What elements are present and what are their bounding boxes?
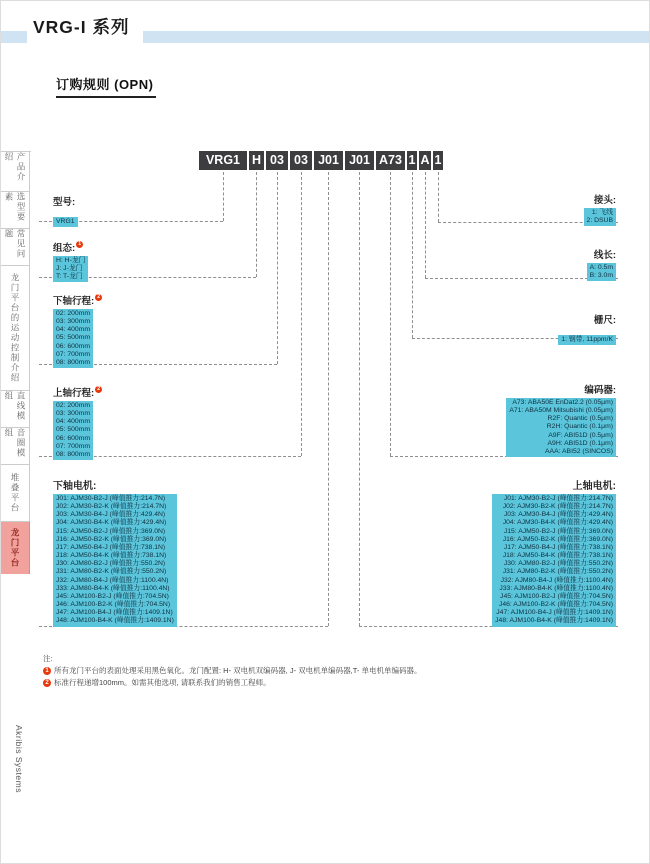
option-item: A9F: ABI51D (0.5μm) — [548, 431, 613, 439]
option-item: 02: 200mm — [56, 310, 91, 317]
option-item: A73: ABA50E EnDat2.2 (0.05μm) — [512, 399, 613, 406]
option-item: J16: AJM50-B2-K (峰值推力:369.0N) — [502, 535, 613, 543]
sidebar-item-faq[interactable]: 常见问题 — [1, 229, 30, 266]
part-number-segment: 03 — [290, 151, 312, 170]
part-number-segment: 1 — [407, 151, 417, 170]
options-box — [53, 494, 177, 627]
option-item: J31: AJM80-B2-K (峰值推力:550.2N) — [56, 568, 167, 576]
footnotes — [43, 653, 422, 689]
option-item: J32: AJM80-B4-J (峰值推力:1100.4N) — [56, 576, 169, 584]
sidebar-item-selection-factors[interactable]: 选型要素 — [1, 192, 30, 229]
part-number-segment: VRG1 — [199, 151, 247, 170]
field-linear-scale — [558, 312, 616, 346]
sidebar-item-linear-module[interactable]: 直线模组 — [1, 391, 30, 428]
option-item: VRG1 — [56, 218, 75, 225]
option-item: 04: 400mm — [56, 418, 91, 426]
connector-vline-5 — [328, 172, 329, 626]
options-box — [558, 335, 616, 345]
note-badge: 2 — [97, 386, 101, 392]
connector-vline-9 — [425, 172, 426, 278]
option-item: J03: AJM30-B4-J (峰值推力:429.4N) — [56, 511, 166, 519]
option-item: A9H: ABI51D (0.1μm) — [547, 439, 613, 447]
option-item: 07: 700mm — [56, 442, 91, 450]
field-configuration — [53, 240, 88, 283]
part-number-segment: A — [419, 151, 431, 170]
field-upper-motor-label: 上轴电机: — [572, 481, 616, 492]
option-item: 06: 600mm — [56, 434, 91, 442]
option-item: A: 0.5m — [589, 264, 613, 271]
option-item: J18: AJM50-B4-K (峰值推力:738.1N) — [56, 552, 167, 560]
connector-vline-6 — [359, 172, 360, 626]
option-item: R2H: Quantic (0.1μm) — [546, 423, 613, 431]
options-box — [587, 263, 616, 281]
option-item: 06: 600mm — [56, 342, 91, 350]
field-upper-axis-motor — [492, 477, 616, 627]
option-item: 07: 700mm — [56, 350, 91, 358]
connector-vline-2 — [256, 172, 257, 277]
brand-vertical-text: Akribis Systems — [14, 725, 24, 793]
option-item: J46: AJM100-B2-K (峰值推力:704.5N) — [56, 601, 171, 609]
option-item: J33: AJM80-B4-K (峰值推力:1100.4N) — [499, 584, 613, 592]
option-item: 02: 200mm — [56, 402, 91, 409]
option-item: 08: 800mm — [56, 358, 91, 366]
option-item: J18: AJM50-B4-K (峰值推力:738.1N) — [502, 552, 613, 560]
option-item: B: 3.0m — [589, 272, 613, 280]
part-number-segment: A73 — [376, 151, 405, 170]
sidebar-item-voice-coil-module[interactable]: 音圈模组 — [1, 428, 30, 465]
option-item: J32: AJM80-B4-J (峰值推力:1100.4N) — [500, 576, 613, 584]
option-item: J48: AJM100-B4-K (峰值推力:1409.1N) — [495, 617, 613, 625]
footnote-1-text: 所有龙门平台的表面处理采用黑色氧化。龙门配置: H- 双电机双编码器, J- 双电机单编码器,T- 单电机单编码器。 — [54, 666, 422, 675]
option-item: J47: AJM100-B4-J (峰值推力:1409.1N) — [56, 609, 173, 617]
option-item: H: H-龙门 — [56, 257, 86, 264]
field-connector-type — [584, 192, 616, 227]
field-configuration-label: 组态: — [53, 243, 76, 254]
note-badge: 2 — [97, 294, 101, 300]
option-item: J02: AJM30-B2-K (峰值推力:214.7N) — [502, 503, 613, 511]
field-upper-stroke-label: 上轴行程: — [53, 388, 95, 399]
option-item: J30: AJM80-B2-J (峰值推力:550.2N) — [503, 560, 613, 568]
part-number-segment: H — [249, 151, 264, 170]
option-item: J31: AJM80-B2-K (峰值推力:550.2N) — [502, 568, 613, 576]
part-number-segment: J01 — [314, 151, 343, 170]
option-item: J48: AJM100-B4-K (峰值推力:1409.1N) — [56, 617, 174, 625]
option-item: J30: AJM80-B2-J (峰值推力:550.2N) — [56, 560, 166, 568]
option-item: J33: AJM80-B4-K (峰值推力:1100.4N) — [56, 584, 170, 592]
options-box — [53, 217, 78, 227]
option-item: J17: AJM50-B4-J (峰值推力:738.1N) — [503, 543, 613, 551]
sidebar-item-gantry-motion-control[interactable]: 龙门平台的运动控制介绍 — [1, 266, 30, 391]
option-item: J17: AJM50-B4-J (峰值推力:738.1N) — [56, 543, 166, 551]
option-item: A71: ABA50M Mitsubishi (0.05μm) — [509, 407, 613, 415]
sidebar-item-gantry-stage[interactable]: 龙门平台 — [1, 522, 30, 574]
part-number-segment: J01 — [345, 151, 374, 170]
option-item: 1: 飞线 — [591, 209, 613, 216]
page-title: VRG-I 系列 — [27, 12, 143, 44]
option-item: 05: 500mm — [56, 426, 91, 434]
field-encoder-label: 编码器: — [584, 385, 616, 396]
field-lower-stroke-label: 下轴行程: — [53, 296, 95, 307]
option-item: 2: DSUB — [586, 217, 613, 225]
option-item: J46: AJM100-B2-K (峰值推力:704.5N) — [498, 601, 613, 609]
field-cable-length-label: 线长: — [593, 250, 616, 261]
field-connector-label: 接头: — [593, 195, 616, 206]
option-item: J15: AJM50-B2-J (峰值推力:369.0N) — [56, 527, 166, 535]
option-item: J: J-龙门 — [56, 265, 83, 273]
note-badge: 1 — [78, 241, 82, 247]
footnote-2-badge: 2 — [43, 679, 51, 687]
option-item: R2F: Quantic (0.5μm) — [547, 415, 613, 423]
option-item: J04: AJM30-B4-K (峰值推力:429.4N) — [502, 519, 613, 527]
field-model-label: 型号: — [53, 197, 76, 208]
options-box — [584, 208, 616, 226]
footnote-1 — [43, 665, 422, 677]
option-item: 05: 500mm — [56, 334, 91, 342]
option-item: T: T-龙门 — [56, 273, 83, 281]
field-lower-axis-stroke — [53, 293, 102, 369]
option-item: J04: AJM30-B4-K (峰值推力:429.4N) — [56, 519, 167, 527]
connector-vline-1 — [223, 172, 224, 221]
options-box — [492, 494, 616, 627]
section-title: 订购规则 (OPN) — [56, 74, 156, 98]
sidebar-tabs — [1, 151, 31, 574]
option-item: J47: AJM100-B4-J (峰值推力:1409.1N) — [496, 609, 613, 617]
field-cable-length — [587, 247, 616, 282]
options-box — [53, 256, 88, 282]
field-lower-motor-label: 下轴电机: — [53, 481, 97, 492]
field-upper-axis-stroke — [53, 385, 102, 461]
connector-vline-4 — [301, 172, 302, 456]
option-item: J16: AJM50-B2-K (峰值推力:369.0N) — [56, 535, 167, 543]
option-item: J45: AJM100-B2-J (峰值推力:704.5N) — [56, 592, 169, 600]
sidebar-item-product-intro[interactable]: 产品介绍 — [1, 152, 30, 192]
part-number-segment: 1 — [433, 151, 443, 170]
option-item: 08: 800mm — [56, 450, 91, 458]
part-number-row — [199, 151, 443, 170]
option-item: 03: 300mm — [56, 410, 91, 418]
footnote-2-text: 标准行程递增100mm。如需其他选项, 请联系我们的销售工程师。 — [54, 678, 271, 687]
connector-vline-10 — [438, 172, 439, 222]
options-box — [506, 398, 616, 457]
sidebar-item-stacked-stage[interactable]: 堆叠平台 — [1, 465, 30, 522]
option-item: J45: AJM100-B2-J (峰值推力:704.5N) — [500, 592, 613, 600]
part-number-segment: 03 — [266, 151, 288, 170]
option-item: J02: AJM30-B2-K (峰值推力:214.7N) — [56, 503, 167, 511]
option-item: 04: 400mm — [56, 326, 91, 334]
footnotes-title: 注: — [43, 654, 53, 663]
option-item: 1: 钢带, 11ppm/K — [561, 336, 613, 343]
field-scale-label: 栅尺: — [593, 315, 616, 326]
option-item: AAA: ABI52 (SINCOS) — [545, 447, 613, 455]
field-model — [53, 194, 78, 228]
option-item: 03: 300mm — [56, 318, 91, 326]
option-item: J03: AJM30-B4-J (峰值推力:429.4N) — [503, 511, 613, 519]
footnote-2 — [43, 677, 422, 689]
options-box — [53, 401, 93, 460]
option-item: J01: AJM30-B2-J (峰值推力:214.7N) — [56, 495, 166, 502]
options-box — [53, 309, 93, 368]
option-item: J01: AJM30-B2-J (峰值推力:214.7N) — [503, 495, 613, 502]
option-item: J15: AJM50-B2-J (峰值推力:369.0N) — [503, 527, 613, 535]
field-lower-axis-motor — [53, 477, 177, 627]
connector-vline-3 — [277, 172, 278, 364]
connector-vline-7 — [390, 172, 391, 456]
field-encoder — [506, 382, 616, 458]
footnote-1-badge: 1 — [43, 667, 51, 675]
connector-vline-8 — [412, 172, 413, 338]
